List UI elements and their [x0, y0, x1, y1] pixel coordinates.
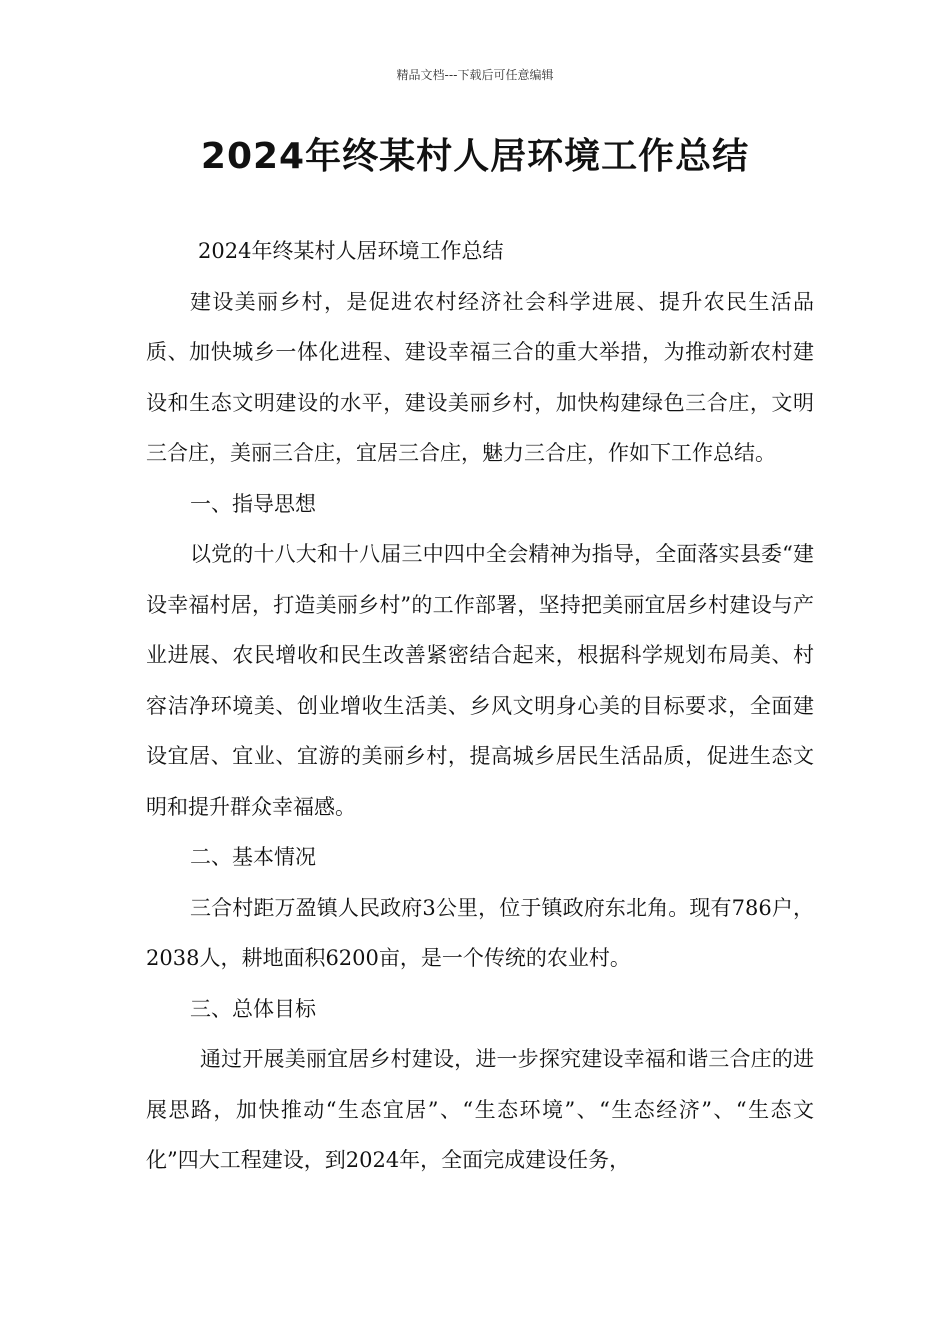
section-heading-basic: 二、基本情况	[190, 845, 316, 869]
paragraph-goal: 通过开展美丽宜居乡村建设，进一步探究建设幸福和谐三合庄的进展思路，加快推动“生态宜居”、“生态环境”、“生态经济”、“生态文化”四大工程建设，到2024年，全面完成建设任务，	[146, 1047, 814, 1172]
paragraph-intro: 建设美丽乡村，是促进农村经济社会科学进展、提升农民生活品质、加快城乡一体化进程、建设幸福三合的重大举措，为推动新农村建设和生态文明建设的水平，建设美丽乡村，加快构建绿色三合庄，文明三合庄，美丽三合庄，宜居三合庄，魅力三合庄，作如下工作总结。	[146, 289, 814, 465]
header-note: 精品文档---下载后可任意编辑	[396, 68, 554, 82]
document-title: 2024年终某村人居环境工作总结	[200, 136, 750, 177]
section-heading-goal: 三、总体目标	[190, 996, 316, 1021]
paragraph-guiding: 以党的十八大和十八届三中四中全会精神为指导，全面落实县委“建设幸福村居，打造美丽乡村”的工作部署，坚持把美丽宜居乡村建设与产业进展、农民增收和民生改善紧密结合起来，根据科学规划布局美、村容洁净环境美、创业增收生活美、乡风文明身心美的目标要求，全面建设宜居、宜业、宜游的美丽乡村，提高城乡居民生活品质，促进生态文明和提升群众幸福感。	[146, 542, 814, 819]
paragraph-subtitle: 2024年终某村人居环境工作总结	[198, 239, 504, 263]
section-heading-guiding: 一、指导思想	[190, 491, 316, 516]
document-body	[146, 226, 814, 1186]
paragraph-basic: 三合村距万盈镇人民政府3公里，位于镇政府东北角。现有786户，2038人，耕地面积6200亩，是一个传统的农业村。	[146, 895, 814, 970]
